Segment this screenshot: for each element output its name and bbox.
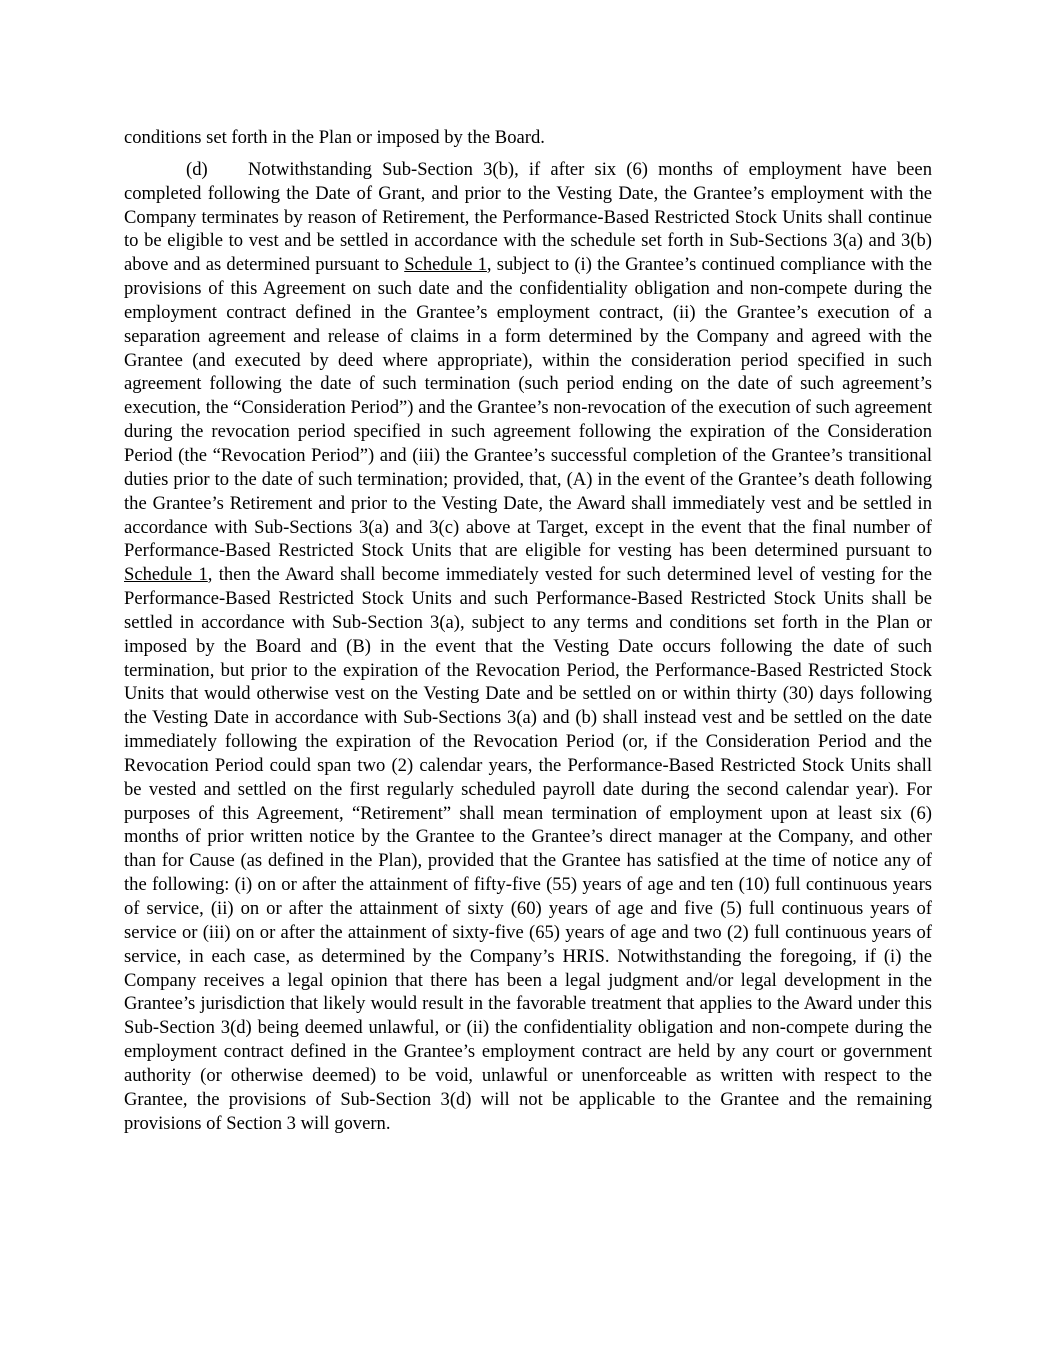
- subsection-d-paragraph: [124, 158, 932, 1136]
- subsection-text-part-3: , then the Award shall become immediately vested for such determined level of vesting for the Performance-Based Restricted Stock Units and such Performance-Based Restricted Stock Units shall be settled in accordance with Sub-Section 3(a), subject to any terms and conditions set forth in the Plan or imposed by the Board and (B) in the event that the Vesting Date occurs following the date of such termination, but prior to the expiration of the Revocation Period, the Performance-Based Restricted Stock Units that would otherwise vest on the Vesting Date and be settled on or within thirty (30) days following the Vesting Date in accordance with Sub-Sections 3(a) and (b) shall instead vest and be settled on the date immediately following the expiration of the Revocation Period (or, if the Consideration Period and the Revocation Period could span two (2) calendar years, the Performance-Based Restricted Stock Units shall be vested and settled on the first regularly scheduled payroll date during the second calendar year). For purposes of this Agreement, “Retirement” shall mean termination of employment upon at least six (6) months of prior written notice by the Grantee to the Grantee’s direct manager at the Company, and other than for Cause (as defined in the Plan), provided that the Grantee has satisfied at the time of notice any of the following: (i) on or after the attainment of fifty-five (55) years of age and ten (10) full continuous years of service, (ii) on or after the attainment of sixty (60) years of age and five (5) full continuous years of service or (iii) on or after the attainment of sixty-five (65) years of age and two (2) full continuous years of service, in each case, as determined by the Company’s HRIS. Notwithstanding the foregoing, if (i) the Company receives a legal opinion that there has been a legal judgment and/or legal development in the Grantee’s jurisdiction that likely would result in the favorable treatment that applies to the Award under this Sub-Section 3(d) being deemed unlawful, or (ii) the confidentiality obligation and non-compete during the employment contract defined in the Grantee’s employment contract are held by any court or government authority (or otherwise deemed) to be void, unlawful or unenforceable as written with respect to the Grantee, the provisions of Sub-Section 3(d) will not be applicable to the Grantee and the remaining provisions of Section 3 will govern.: [124, 564, 932, 1134]
- schedule-reference-2: Schedule 1: [124, 564, 208, 586]
- carryover-paragraph: conditions set forth in the Plan or imposed by the Board.: [124, 127, 545, 148]
- document-page: [124, 126, 932, 1135]
- schedule-reference-1: Schedule 1: [404, 254, 487, 276]
- subsection-text-part-1: Notwithstanding Sub-Section 3(b), if after six (6) months of employment have been completed following the Date of Grant, and prior to the Vesting Date, the Grantee’s employment with the Company terminates by reason of Retirement, the Performance-Based Restricted Stock Units shall continue to be eligible to vest and be settled in accordance with the schedule set forth in Sub-Sections 3(a) and 3(b) above and as determined pursuant to: [124, 158, 932, 276]
- subsection-text-part-2: , subject to (i) the Grantee’s continued compliance with the provisions of this Agreement on such date and the confidentiality obligation and non-compete during the employment contract defined in the Grantee’s employment contract, (ii) the Grantee’s execution of a separation agreement and release of claims in a form determined by the Company and agreed with the Grantee (and executed by deed where appropriate), within the consideration period specified in such agreement following the date of such termination (such period ending on the date of such agreement’s execution, the “Consideration Period”) and the Grantee’s non-revocation of the execution of such agreement during the revocation period specified in such agreement following the expiration of the Consideration Period (the “Revocation Period”) and (iii) the Grantee’s successful completion of the Grantee’s transitional duties prior to the date of such termination; provided, that, (A) in the event of the Grantee’s death following the Grantee’s Retirement and prior to the Vesting Date, the Award shall immediately vest and be settled in accordance with Sub-Sections 3(a) and 3(c) above at Target, except in the event that the final number of Performance-Based Restricted Stock Units that are eligible for vesting has been determined pursuant to: [124, 254, 932, 562]
- subsection-label: (d): [186, 158, 208, 180]
